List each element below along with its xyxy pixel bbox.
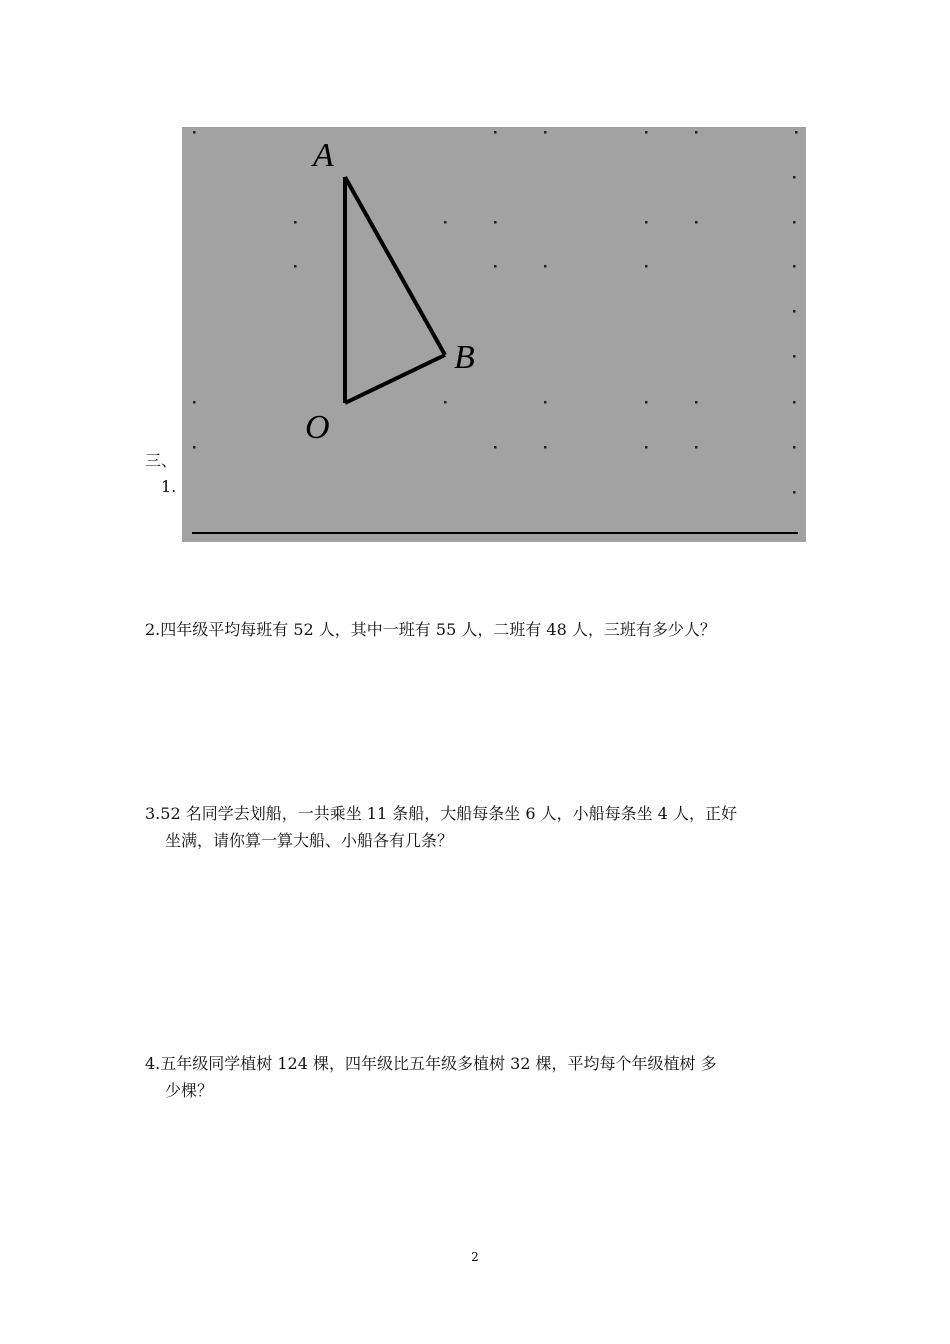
triangle-figure — [182, 127, 806, 542]
grid-dot — [193, 401, 196, 404]
grid-dot — [645, 131, 648, 134]
grid-dot — [544, 265, 547, 268]
grid-dot — [544, 131, 547, 134]
side-o-b — [345, 355, 445, 403]
side-a-b — [345, 177, 445, 355]
grid-dot — [795, 131, 798, 134]
question-3-line-2: 坐满，请你算一算大船、小船各有几条？ — [165, 831, 454, 850]
grid-dot — [695, 131, 698, 134]
grid-dot — [645, 265, 648, 268]
grid-dot — [793, 265, 796, 268]
grid-dot — [544, 446, 547, 449]
grid-dot — [645, 221, 648, 224]
grid-dot — [793, 176, 796, 179]
grid-dot — [494, 221, 497, 224]
grid-dot — [695, 401, 698, 404]
grid-dot — [793, 310, 796, 313]
grid-dot — [494, 446, 497, 449]
grid-dot — [645, 446, 648, 449]
grid-dot — [793, 355, 796, 358]
grid-dot — [695, 446, 698, 449]
grid-dot — [193, 131, 196, 134]
question-4-line-1: 4.五年级同学植树 124 棵，四年级比五年级多植树 32 棵，平均每个年级植树 多 — [145, 1054, 717, 1073]
label-o: O — [305, 409, 330, 446]
grid-dot — [444, 401, 447, 404]
grid-dot — [793, 491, 796, 494]
section-marker: 三、 — [145, 451, 178, 470]
grid-dot — [193, 446, 196, 449]
grid-canvas — [182, 127, 806, 542]
grid-dots — [193, 131, 798, 494]
grid-dot — [494, 131, 497, 134]
label-b: B — [454, 339, 475, 376]
question-1-number: 1. — [161, 477, 177, 496]
page-number: 2 — [471, 1250, 479, 1264]
grid-dot — [695, 221, 698, 224]
grid-dot — [793, 401, 796, 404]
grid-dot — [793, 446, 796, 449]
grid-dot — [444, 221, 447, 224]
question-3-line-1: 3.52 名同学去划船，一共乘坐 11 条船，大船每条坐 6 人，小船每条坐 4 人，正好 — [145, 804, 737, 823]
grid-dot — [544, 401, 547, 404]
label-a: A — [313, 137, 334, 174]
question-2: 2.四年级平均每班有 52 人，其中一班有 55 人，二班有 48 人，三班有多少人？ — [145, 620, 716, 639]
grid-dot — [645, 401, 648, 404]
grid-dot — [294, 265, 297, 268]
grid-dot — [793, 221, 796, 224]
grid-dot — [494, 265, 497, 268]
grid-dot — [294, 221, 297, 224]
question-4-line-2: 少棵？ — [165, 1081, 214, 1100]
